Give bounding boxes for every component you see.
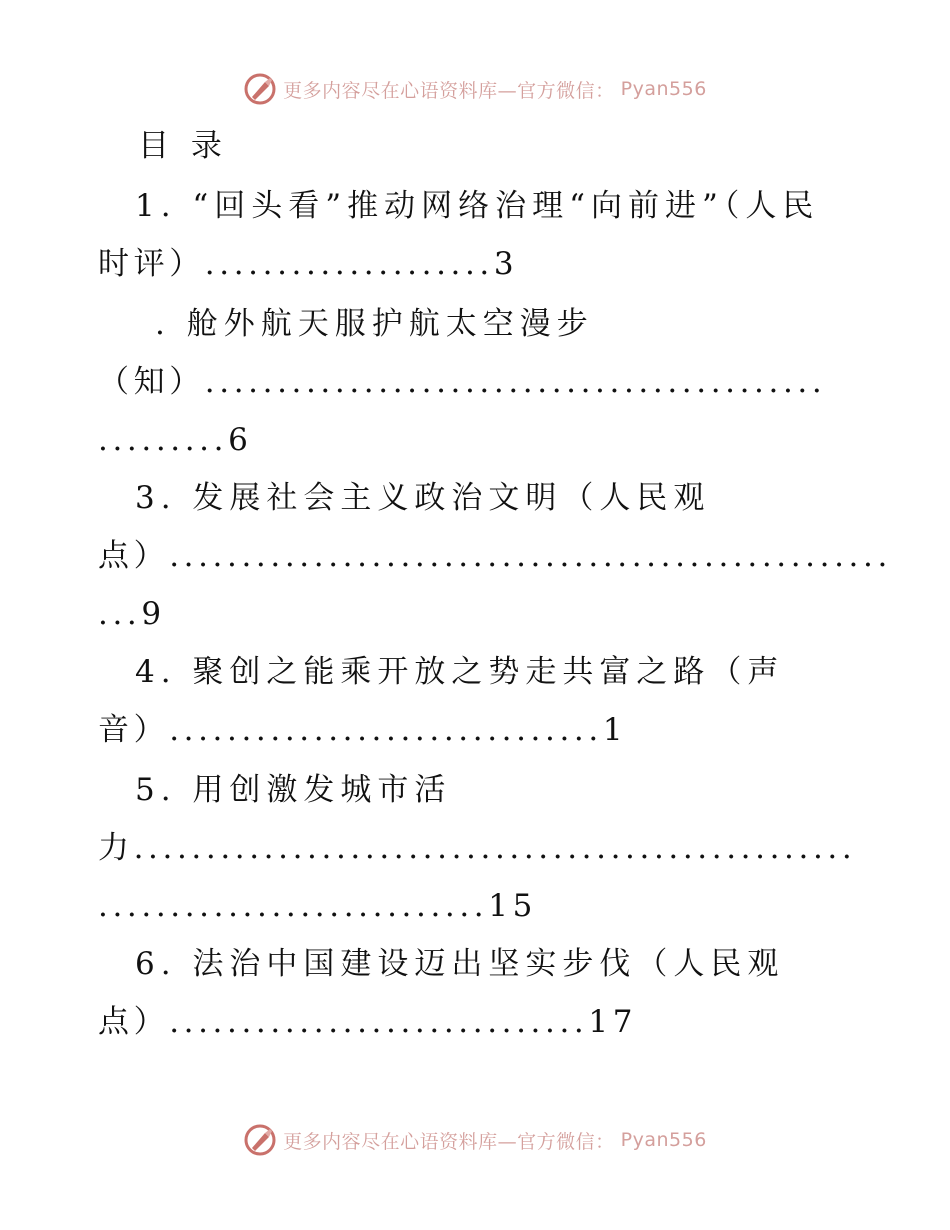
toc-heading: 目 录 (138, 128, 228, 164)
toc-line: 点）.................................................. (98, 538, 892, 574)
watermark-footer (0, 1123, 950, 1157)
toc-line: 1. “回头看”推动网络治理“向前进”（人民 (135, 188, 820, 224)
toc-line: ...........................15 (98, 888, 537, 924)
watermark-text: 更多内容尽在心语资料库—官方微信： (283, 1130, 615, 1153)
toc-line: 点）.............................17 (98, 1004, 638, 1040)
toc-line: 4. 聚创之能乘开放之势走共富之路（声 (135, 654, 785, 690)
toc-line: 音）..............................1 (98, 712, 628, 748)
toc-line: 力.................................................. (98, 830, 857, 866)
pen-nib-icon (243, 72, 277, 106)
watermark-handle: Pyan556 (620, 1129, 707, 1151)
watermark-handle: Pyan556 (620, 78, 707, 100)
toc-line: 时评）....................3 (98, 246, 519, 282)
toc-line: 6. 法治中国建设迈出坚实步伐（人民观 (135, 946, 785, 982)
toc-line: .........6 (98, 422, 253, 458)
toc-line: ...9 (98, 596, 166, 632)
toc-line: 3. 发展社会主义政治文明（人民观 (135, 480, 711, 516)
toc-line: . 舱外航天服护航太空漫步 (155, 306, 594, 342)
toc-line: 5. 用创激发城市活 (135, 772, 452, 808)
watermark-header (0, 72, 950, 106)
pen-nib-icon (243, 1123, 277, 1157)
watermark-text: 更多内容尽在心语资料库—官方微信： (283, 79, 615, 102)
toc-line: （知）........................................... (98, 364, 827, 400)
